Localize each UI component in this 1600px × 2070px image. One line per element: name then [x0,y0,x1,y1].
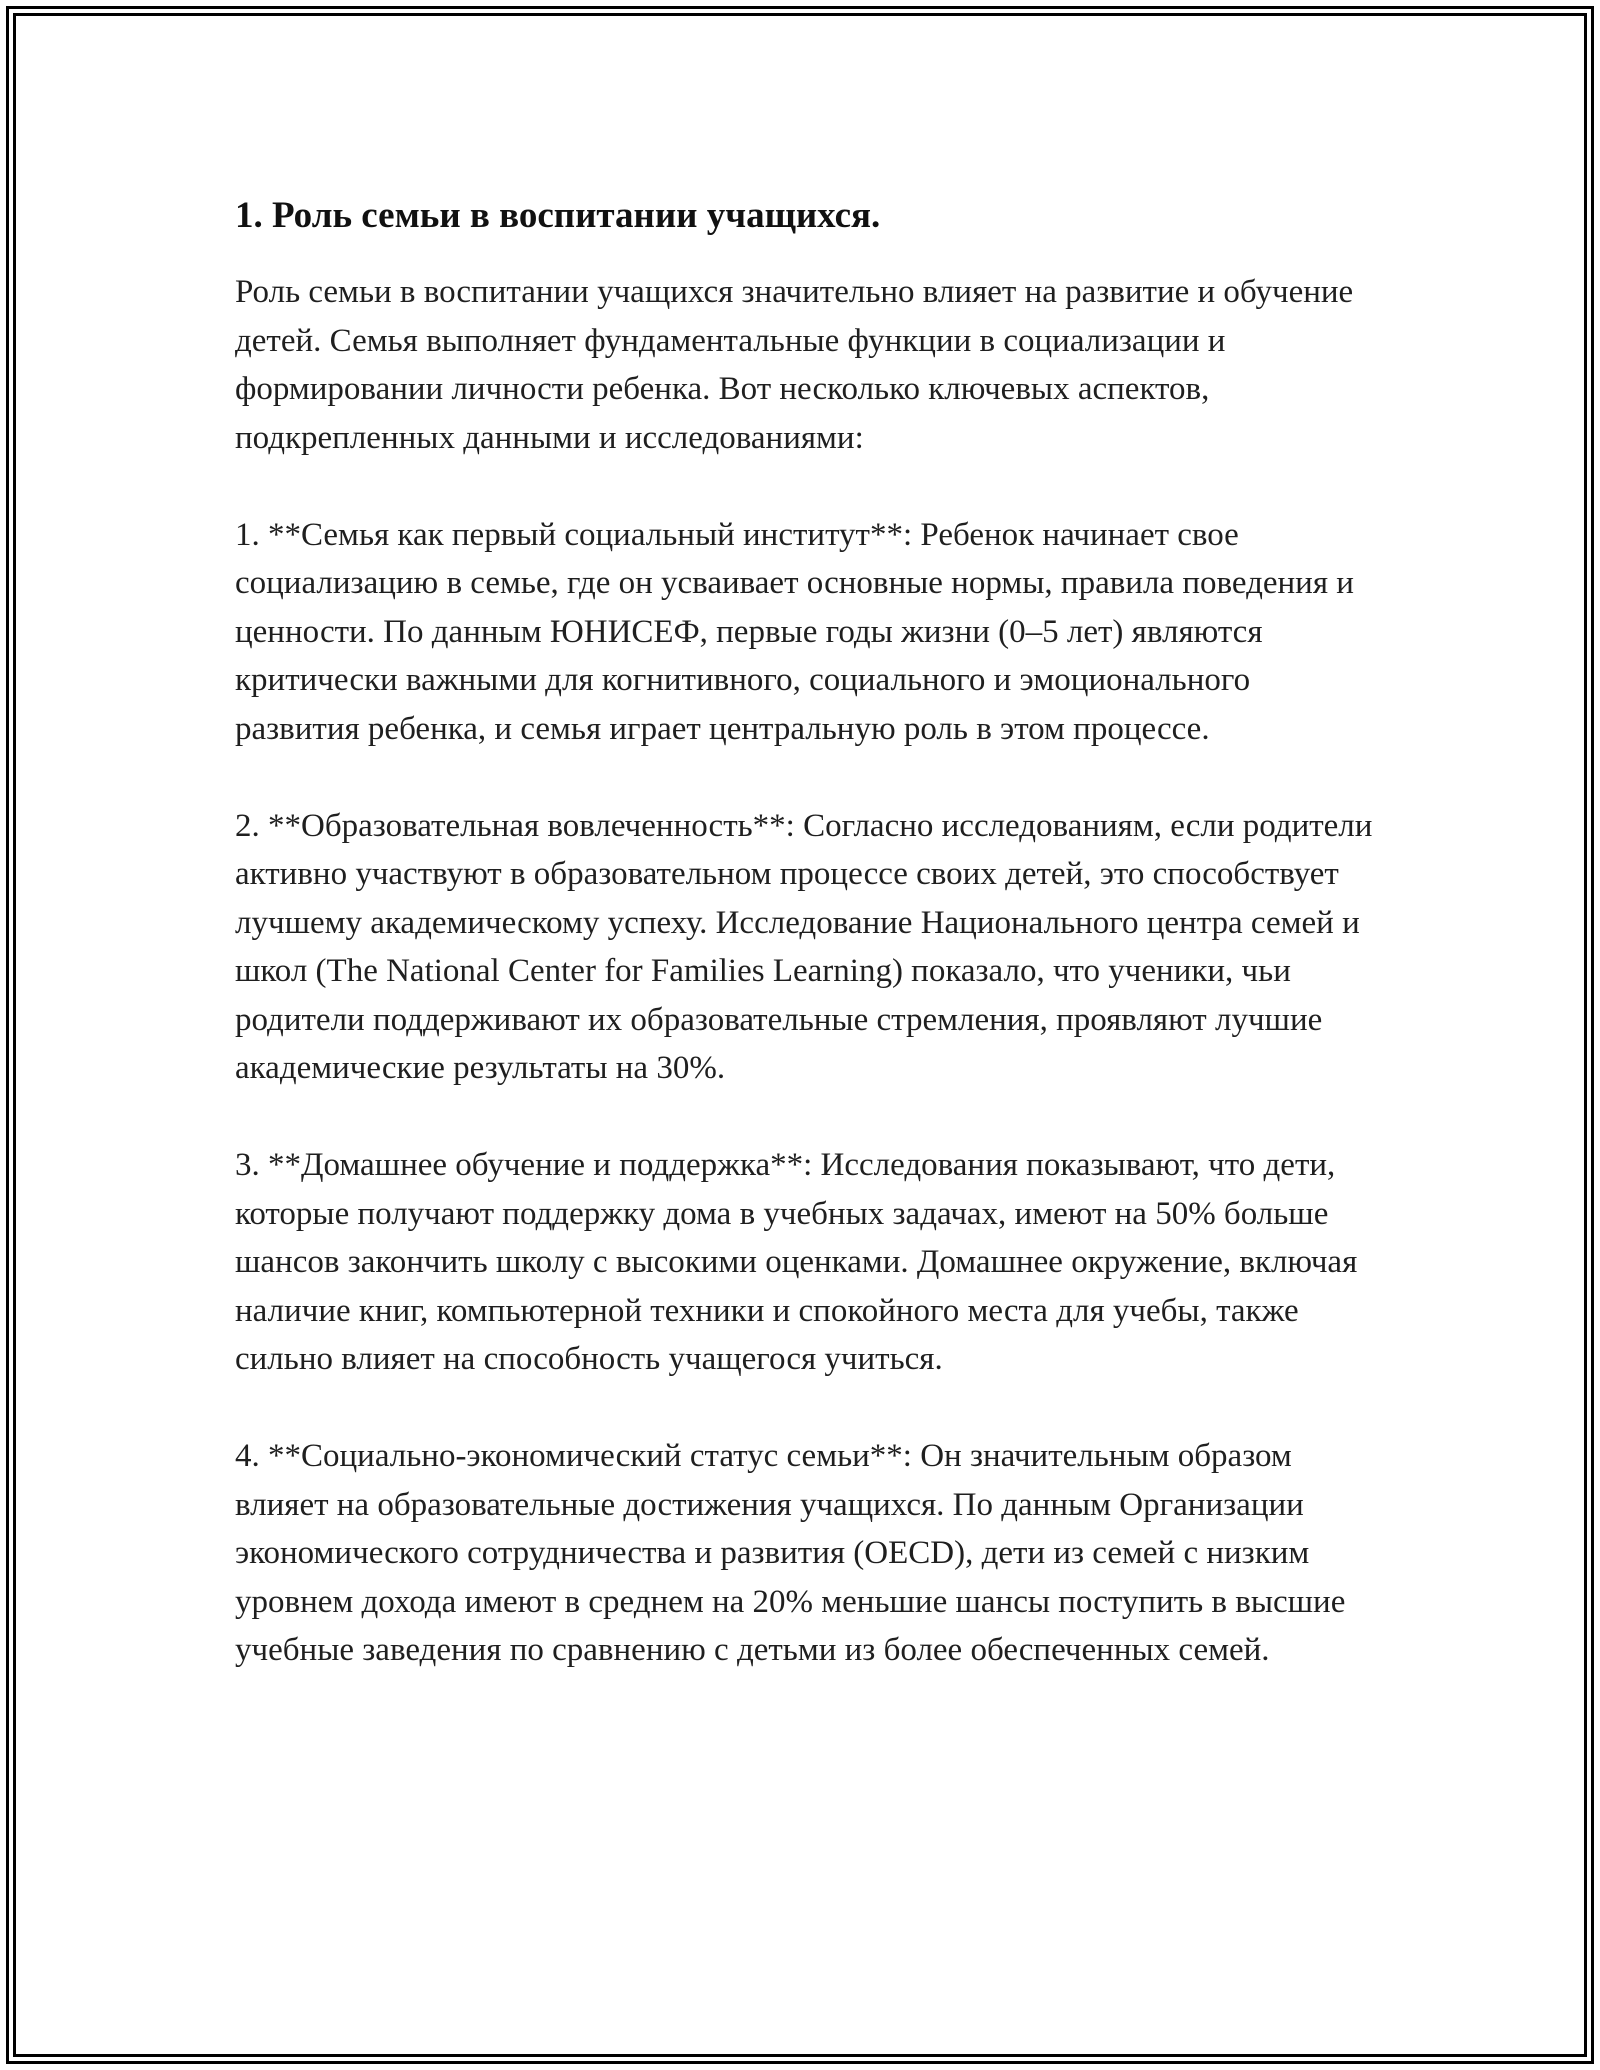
paragraph-item-4: 4. **Социально-экономический статус семьи**: Он значительным образом влияет на образовательные достижения учащихся. По данным Организации экономического сотрудничества и развития (OECD), дети из семей с низким уровнем дохода имеют в среднем на 20% меньшие шансы поступить в высшие учебные заведения по сравнению с детьми из более обеспеченных семей. [235,1438,1346,1668]
document-body [235,186,1375,1723]
paragraph-intro: Роль семьи в воспитании учащихся значительно влияет на развитие и обучение детей. Семья выполняет фундаментальные функции в социализации и формировании личности ребенка. Вот несколько ключевых аспектов, подкрепленных данными и исследованиями: [235,274,1354,456]
paragraph-item-1: 1. **Семья как первый социальный институт**: Ребенок начинает свое социализацию в семье, где он усваивает основные нормы, правила поведения и ценности. По данным ЮНИСЕФ, первые годы жизни (0–5 лет) являются критически важными для когнитивного, социального и эмоционального развития ребенка, и семья играет центральную роль в этом процессе. [235,516,1354,747]
paragraph-item-2: 2. **Образовательная вовлеченность**: Согласно исследованиям, если родители активно участвуют в образовательном процессе своих детей, это способствует лучшему академическому успеху. Исследование Национального центра семей и школ (The National Center for Families Learning) показало, что ученики, чьи родители поддерживают их образовательные стремления, проявляют лучшие академические результаты на 30%. [235,807,1373,1086]
document-title: 1. Роль семьи в воспитании учащихся. [235,195,881,236]
paragraph-item-3: 3. **Домашнее обучение и поддержка**: Исследования показывают, что дети, которые получают поддержку дома в учебных задачах, имеют на 50% больше шансов закончить школу с высокими оценками. Домашнее окружение, включая наличие книг, компьютерной техники и спокойного места для учебы, также сильно влияет на способность учащегося учиться. [235,1147,1358,1377]
